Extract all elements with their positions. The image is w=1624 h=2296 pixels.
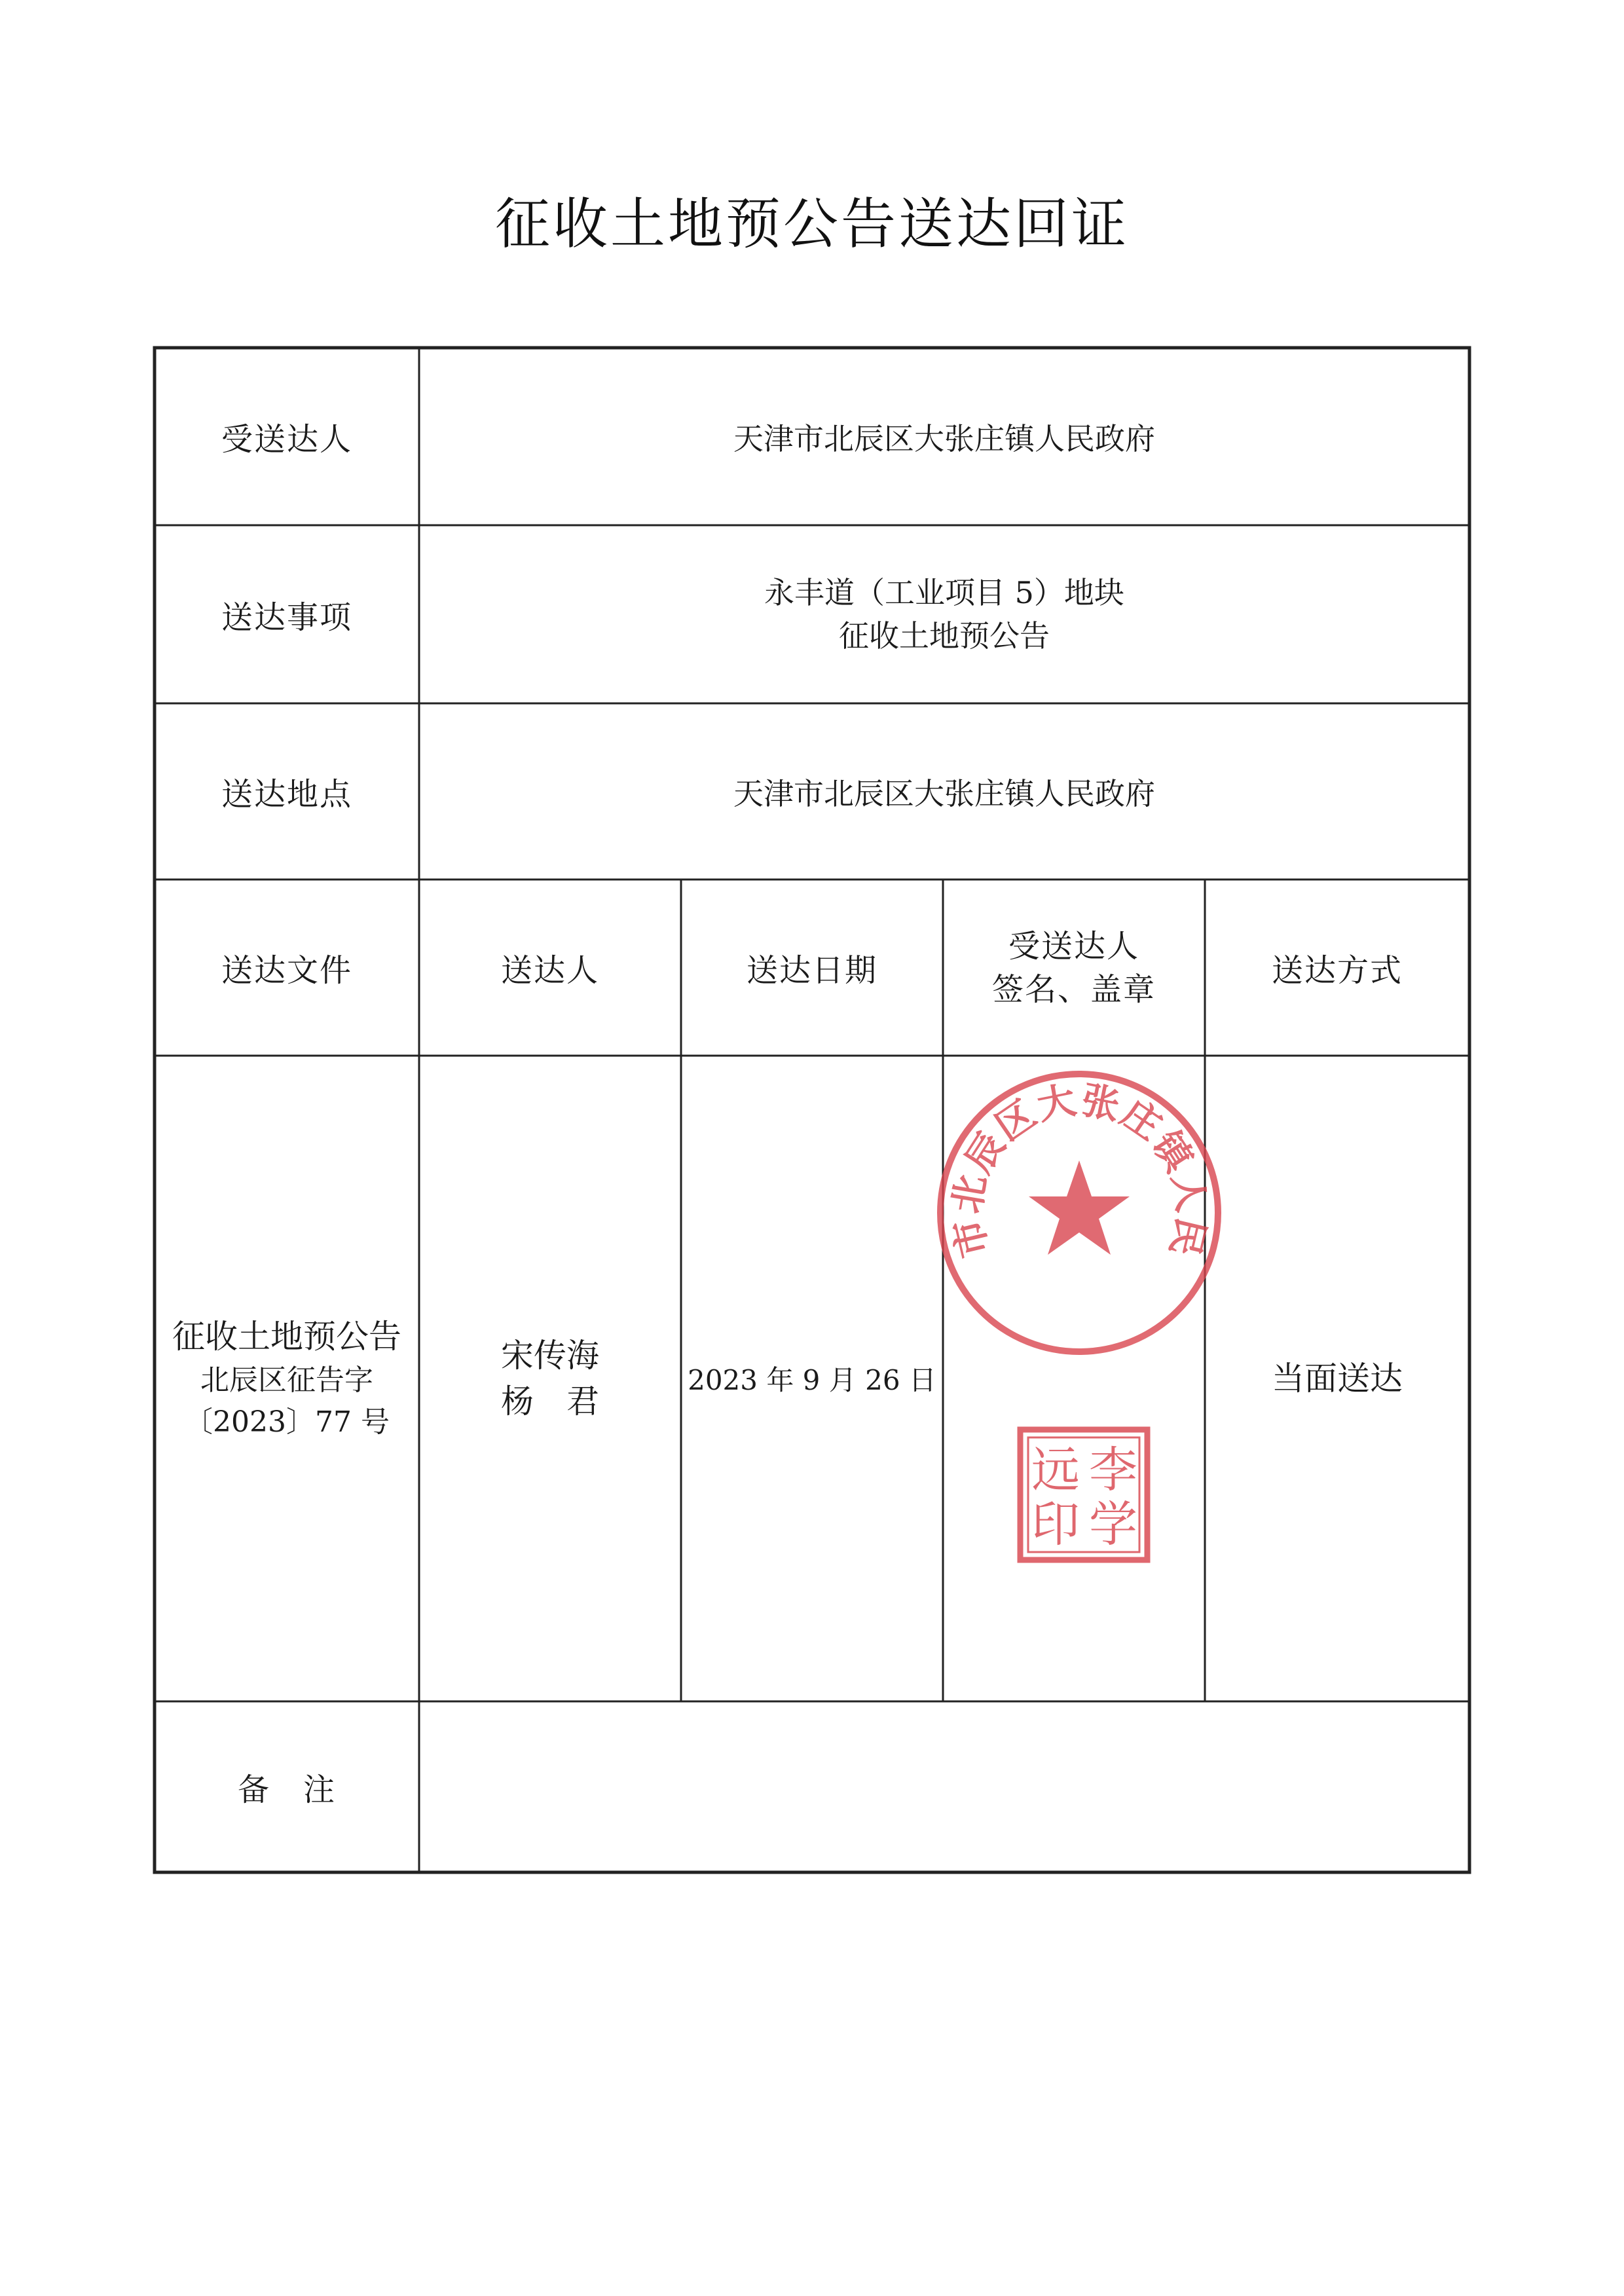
recipient-value: 天津市北辰区大张庄镇人民政府	[733, 420, 1155, 456]
official-seal-graphic	[929, 1062, 1230, 1363]
svg-text:李: 李	[1089, 1442, 1137, 1498]
location-value: 天津市北辰区大张庄镇人民政府	[733, 775, 1155, 811]
record-document	[155, 1056, 419, 1701]
column-header-document: 送达文件	[221, 952, 352, 989]
column-header-date: 送达日期	[746, 952, 877, 989]
location-label: 送达地点	[221, 776, 352, 813]
personal-seal-graphic	[1015, 1424, 1153, 1565]
personal-seal	[1015, 1424, 1153, 1565]
column-header-signature-line2: 签名、盖章	[991, 971, 1156, 1008]
recipient-label: 受送达人	[221, 421, 352, 458]
page-title: 征收土地预公告送达回证	[494, 192, 1129, 256]
matter-value-line1: 永丰道（工业项目 5）地块	[764, 575, 1124, 610]
record-server-line1: 宋传海	[501, 1337, 599, 1375]
record-server-line2: 杨 君	[501, 1382, 599, 1420]
remarks-value	[419, 1701, 1469, 1872]
column-header-server: 送达人	[500, 952, 599, 989]
record-method	[1205, 1056, 1469, 1701]
record-date	[681, 1056, 943, 1701]
matter-value	[419, 525, 1469, 703]
svg-text:印: 印	[1031, 1496, 1080, 1553]
svg-text:学: 学	[1089, 1496, 1137, 1553]
record-method-value: 当面送达	[1272, 1360, 1403, 1398]
column-header-signature	[943, 880, 1205, 1056]
matter-value-line2: 征收土地预公告	[839, 618, 1050, 654]
record-server	[419, 1056, 681, 1701]
column-header-method: 送达方式	[1271, 952, 1403, 989]
svg-text:远: 远	[1031, 1442, 1080, 1498]
column-header-signature-line1: 受送达人	[1008, 927, 1139, 965]
remarks-label: 备 注	[237, 1771, 336, 1808]
seal-star-icon	[1029, 1160, 1130, 1255]
record-date-value: 2023 年 9 月 26 日	[688, 1364, 936, 1396]
record-document-no-line2: 〔2023〕77 号	[184, 1405, 390, 1439]
record-document-no-line1: 北辰区征告字	[200, 1363, 373, 1397]
official-seal	[929, 1062, 1230, 1363]
record-document-name: 征收土地预公告	[172, 1318, 401, 1356]
svg-text:天津市北辰区大张庄镇人民政府: 市北辰区大张庄镇人民	[944, 1077, 1215, 1262]
matter-label: 送达事项	[221, 599, 352, 636]
